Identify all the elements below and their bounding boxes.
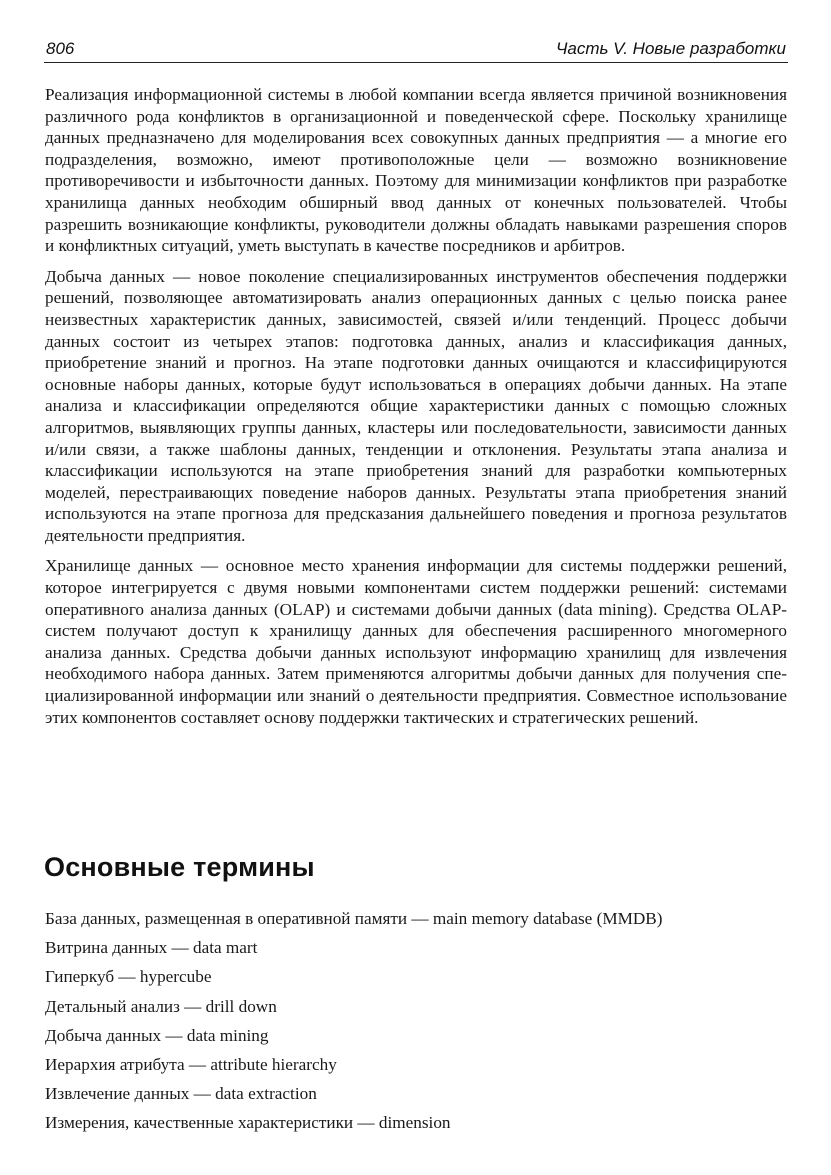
section-heading: Основные термины [44,852,315,882]
paragraph-conflicts: Реализация информационной системы в любой компании всегда является причиной возникновения различного рода конфликтов в организационной и поведенческой сфере. Поскольку хранилище данных предназначено для моделирования всех совокупных данных предприятия — а многие его подразделения, возможно, имеют противоположные цели — возможно возникновение противоречивости и избыточности данных. Поэтому для минимизации конфликтов при разработке хранилища данных необходим обширный ввод данных от конечных пользователей. Чтобы разрешить возникающие конфликты, руководители должны обладать навыками разрешения споров и конфликтных ситуаций, уметь выступать в качестве посредников и арбитров. [45,85,787,256]
term-item: Детальный анализ — drill down [45,996,277,1016]
term-item: Добыча данных — data mining [45,1025,269,1045]
term-item: Иерархия атрибута — attribute hierarchy [45,1054,337,1074]
term-item: Извлечение данных — data extraction [45,1084,317,1104]
body-text [45,84,787,737]
term-item: Измерения, качественные характеристики — dimension [45,1113,451,1133]
paragraph-data-warehouse: Хранилище данных — основное место хранения информации для системы поддержки решений, которое интегрируется с двумя новыми компонентами систем поддержки решений: системами оперативного анализа данных (OLAP) и системами добычи данных (data mining). Средства OLAP-систем получают доступ к хранилищу данных для обеспечения расширенного многомерного анализа данных. Средства добычи данных используют информацию хранилищ для извлечения необходимого набора данных. Затем применяются алгоритмы добычи данных для получения специализированной информации или знаний о деятельности предприятия. Совместное использование этих компонентов составляет основу поддержки тактических и стратегических решений. [45,556,787,727]
term-item: Гиперкуб — hypercube [45,967,212,987]
term-item: База данных, размещенная в оперативной памяти — main memory database (MMDB) [45,909,663,928]
paragraph-data-mining: Добыча данных — новое поколение специализированных инструментов обеспечения поддержки решений, позволяющее автоматизировать анализ операционных данных с целью поиска ранее неизвестных характеристик данных, зависимостей, связей и/или тенденций. Процесс добычи данных состоит из четырех этапов: подготовка данных, анализ и классификация данных, приобретение знаний и прогноз. На этапе подготовки данных очищаются и классифицируются основные наборы данных, которые будут использоваться в операциях добычи данных. На этапе анализа и классификации определяются общие характеристики данных с помощью сложных алгоритмов, выявляющих группы данных, кластеры или последовательности, зависимости данных и/или связи, а также шаблоны данных, тенденции и отклонения. Результаты этапа анализа и классификации используются на этапе приобретения знаний для разработки компьютерных моделей, перестраивающих поведение наборов данных. Результаты этапа приобретения знаний используются на этапе прогноза для предсказания дальнейшего поведения и прогноза результатов деятельности предприятия. [45,266,787,545]
term-item: Витрина данных — data mart [45,938,258,958]
running-head [44,38,788,63]
page-number: 806 [46,39,75,58]
part-title: Часть V. Новые разработки [555,39,786,58]
terms-list [45,904,787,1138]
